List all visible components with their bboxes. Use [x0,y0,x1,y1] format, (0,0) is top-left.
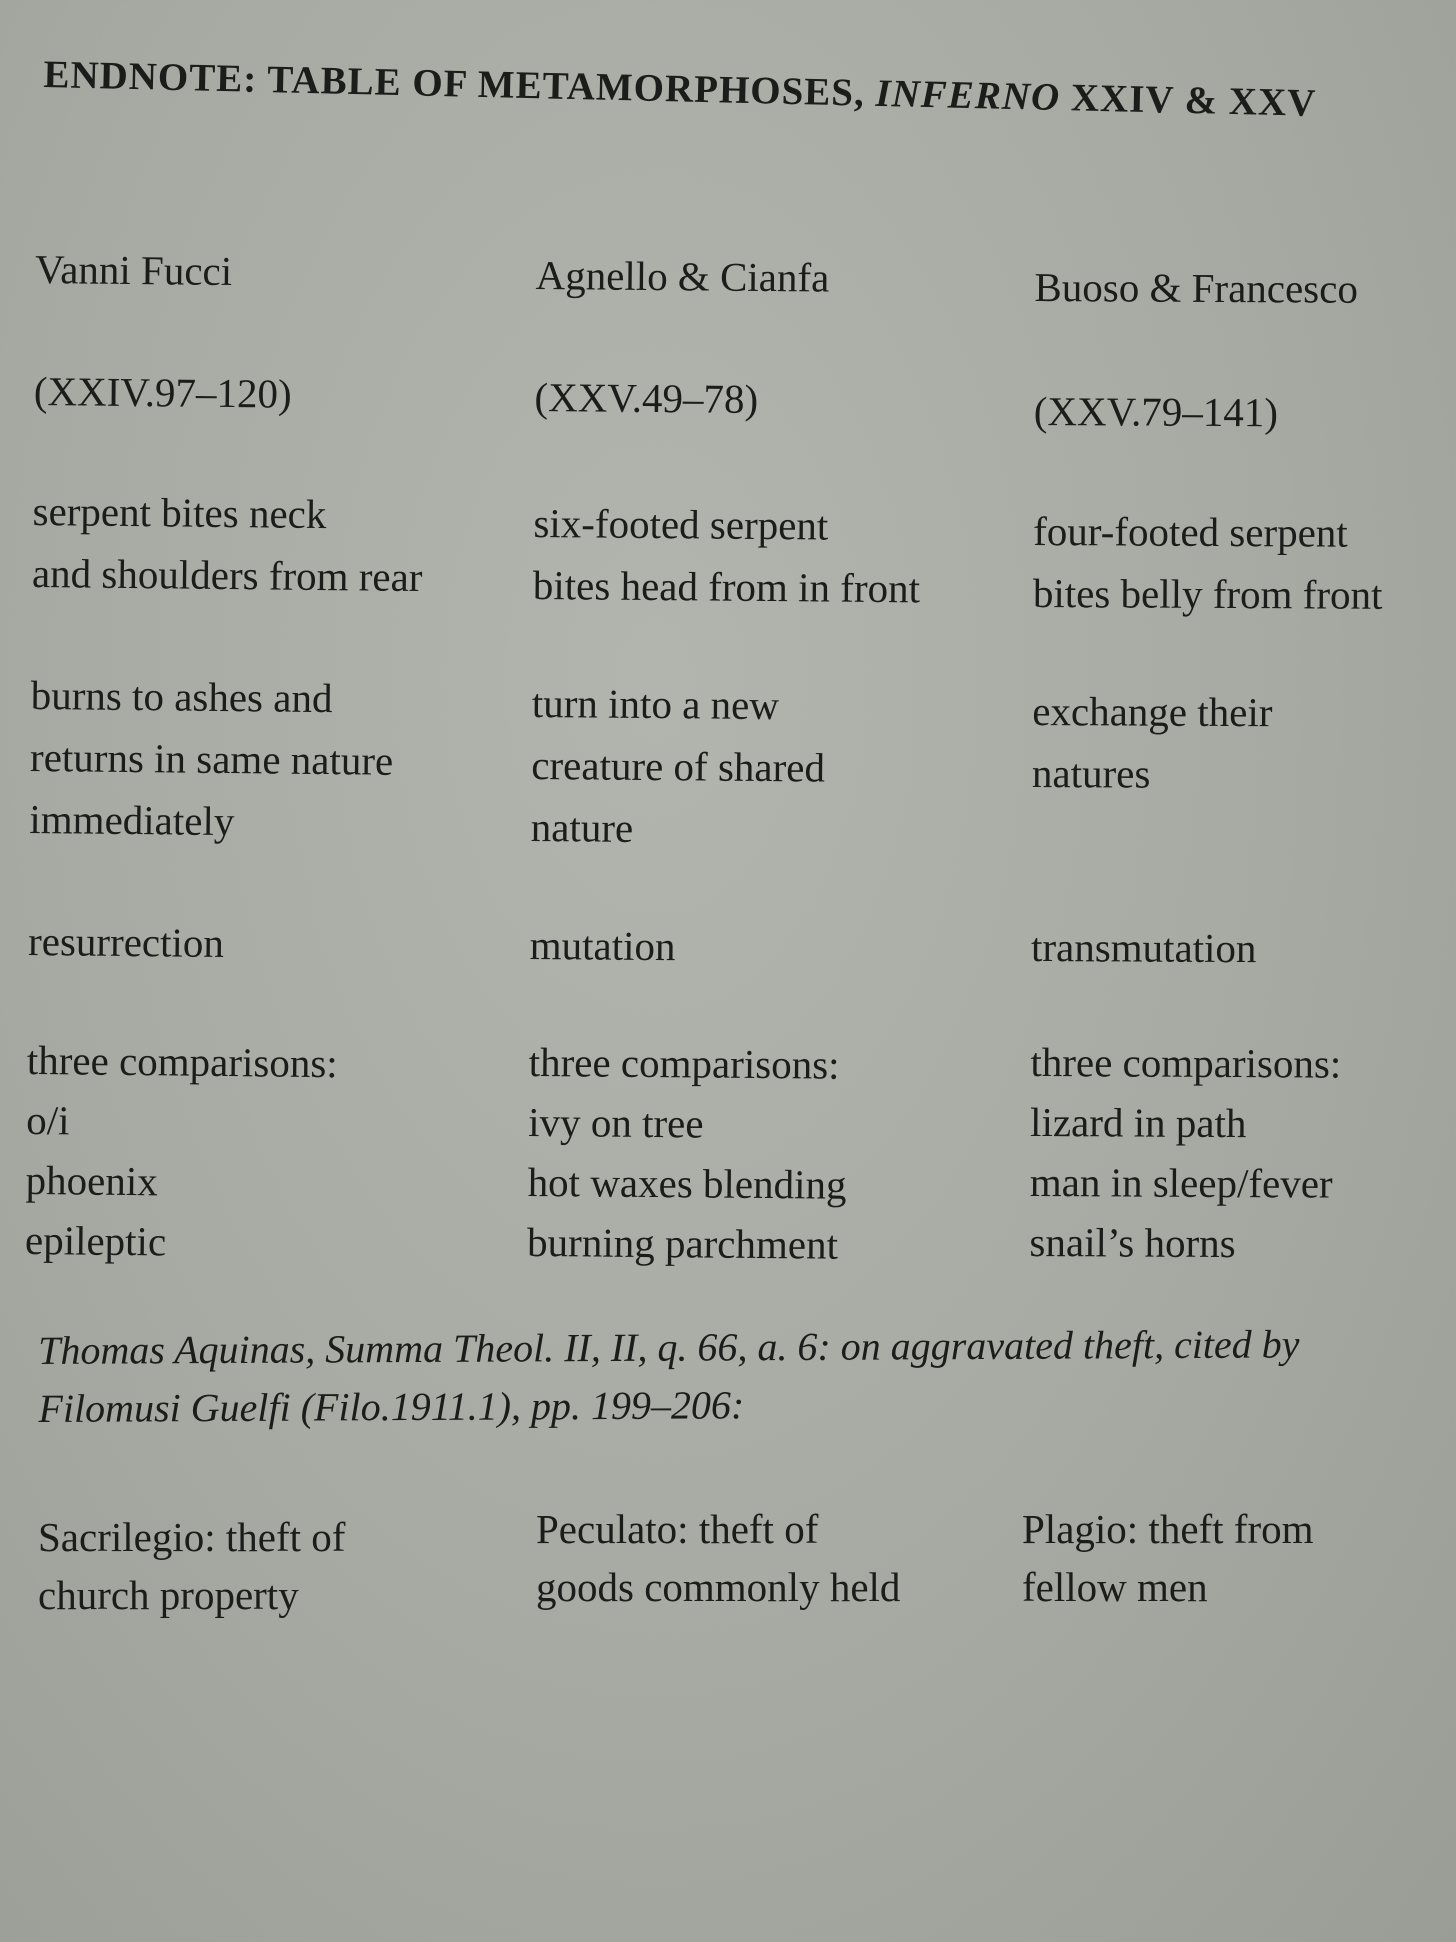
bite-description [1033,500,1383,626]
column-ref: (XXV.79–141) [1033,387,1279,436]
text-line: immediately [29,795,235,845]
text-line: creature of shared [531,741,826,791]
text-line: burning parchment [526,1218,839,1268]
text-line: Plagio: theft from [1022,1506,1314,1552]
text-line: four-footed serpent [1033,507,1348,556]
comparisons [527,1032,848,1275]
theft-plagio [1022,1500,1314,1616]
text-line: serpent bites neck [32,487,327,538]
column-ref: (XXV.49–78) [534,373,759,422]
column-name: Agnello & Cianfa [535,251,830,301]
theft-sacrilegio [38,1508,345,1624]
change-kind: mutation [529,921,676,970]
text-line: and shoulders from rear [31,549,423,601]
text-line: returns in same nature [29,733,394,784]
change-kind: transmutation [1030,923,1257,972]
text-line: bites head from in front [532,561,921,612]
text-line: exchange their [1032,687,1273,736]
text-line: three comparisons: [26,1036,338,1087]
text-line: nature [530,803,634,851]
text-line: Sacrilegio: theft of [38,1514,346,1560]
change-description [1032,680,1273,805]
change-kind: resurrection [27,917,225,966]
heading-italic: INFERNO [875,71,1061,120]
text-line: lizard in path [1030,1098,1247,1147]
text-line: three comparisons: [1030,1038,1342,1087]
text-line: snail’s horns [1029,1218,1236,1267]
column-name: Buoso & Francesco [1034,263,1359,312]
comparisons [25,1030,338,1273]
comparisons [1029,1032,1341,1274]
aquinas-note [38,1315,1439,1438]
change-description [29,664,394,854]
text-line: hot waxes blending [527,1158,847,1208]
theft-peculato [536,1500,900,1616]
text-line: three comparisons: [528,1038,840,1088]
text-line: natures [1031,749,1151,797]
text-line: epileptic [24,1216,167,1265]
heading-tail: XXIV & XXV [1059,76,1317,125]
note-line: Filomusi Guelfi (Filo.1911.1), pp. 199–206: [38,1382,745,1431]
text-line: burns to ashes and [30,671,333,722]
text-line: bites belly from front [1032,569,1383,618]
text-line: man in sleep/fever [1029,1158,1333,1207]
text-line: o/i [26,1096,70,1144]
heading-main: ENDNOTE: TABLE OF METAMORPHOSES, [43,52,876,115]
text-line: church property [38,1572,299,1618]
text-line: fellow men [1022,1564,1208,1610]
bite-description [533,492,921,619]
column-name: Vanni Fucci [34,245,233,295]
text-line: Peculato: theft of [536,1506,819,1552]
bite-description [32,480,424,608]
text-line: goods commonly held [536,1564,901,1610]
text-line: phoenix [25,1156,158,1205]
text-line: ivy on tree [528,1098,704,1147]
text-line: six-footed serpent [533,499,829,549]
change-description [531,672,826,861]
text-line: turn into a new [531,679,780,729]
endnote-heading [43,52,1444,129]
column-ref: (XXIV.97–120) [33,367,292,417]
note-line: Thomas Aquinas, Summa Theol. II, II, q. 66, a. 6: on aggravated theft, cited by [38,1321,1300,1373]
